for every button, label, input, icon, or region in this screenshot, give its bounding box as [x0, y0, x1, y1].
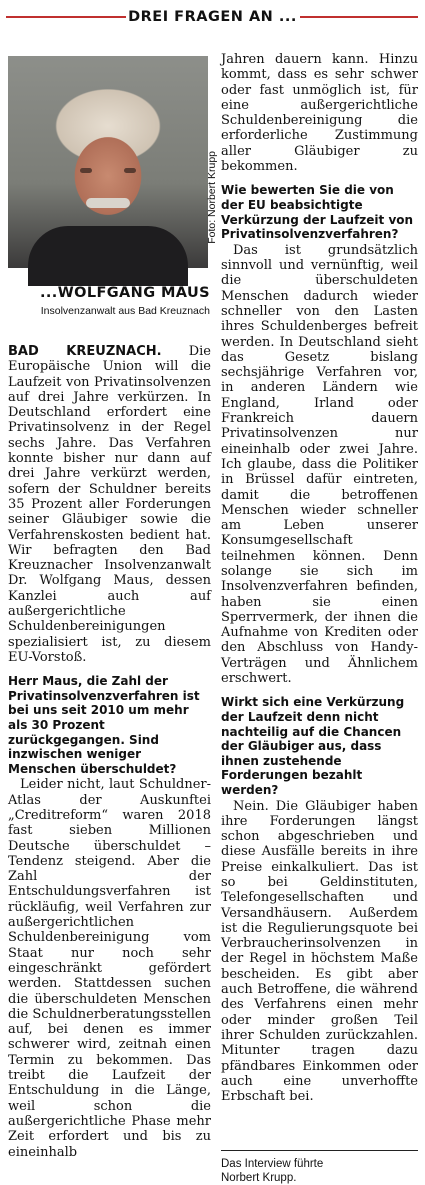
question-1: Herr Maus, die Zahl der Privatinsolvenzverfahren ist bei uns seit 2010 um mehr als 30 Prozent zurückgegangen. Sind inzwischen weniger Menschen überschuldet?	[8, 674, 200, 776]
interviewee-name: ...WOLFGANG MAUS	[39, 285, 210, 301]
intro-text: Die Europäische Union will die Laufzeit von Privatinsolvenzen auf drei Jahre verkürzen. In Deutschland erfordert eine Privatinsolvenz in der Regel sechs Jahre. Das Verfahren konnte bisher nur dann auf drei Jahre verkürzt werden, sofern der Schuldner bereits 35 Prozent aller Forderungen seiner Gläubiger sowie die Verfahrenskosten bedient hat. Wir befragten den Bad Kreuznacher Insolvenzanwalt Dr. Wolfgang Maus, dessen Kanzlei auch auf außergerichtliche Schuldenbereinigungen spezialisiert ist, zu diesem EU-Vorstoß.	[8, 344, 211, 665]
portrait-moustache	[86, 198, 130, 208]
article-column-right	[221, 52, 418, 1104]
answer-1-part-1: Leider nicht, laut Schuldner-Atlas der Auskunftei „Creditreform“ waren 2018 fast sieben Millionen Deutsche überschuldet – Tendenz steigend. Aber die Zahl der Entschuldungsverfahren ist rückläufig, weil Verfahren zur außergerichtlichen Schuldenbereinigung vom Staat nur noch sehr eingeschränkt gefördert werden. Stattdessen suchen die überschuldeten Menschen die Schuldnerberatungsstellen auf, bei denen es immer schwerer wird, zeitnah einen Termin zu bekommen. Das treibt die Laufzeit der Entschuldung in die Länge, weil schon die außergerichtliche Phase mehr Zeit erfordert und bis zu eineinhalb	[8, 777, 211, 1160]
answer-2: Das ist grundsätzlich sinnvoll und vernünftig, weil die überschuldeten Menschen dadurch wieder schneller von den Lasten ihres Schuldenberges befreit werden. In Deutschland sieht das Gesetz bislang sechsjährige Verfahren vor, in anderen Ländern wie England, Irland oder Frankreich dauern Privatinsolvenzen nur eineinhalb oder zwei Jahre. Ich glaube, dass die Politiker in Brüssel dafür eintreten, damit die betroffenen Menschen wieder schneller am Leben unserer Konsumgesellschaft teilnehmen können. Denn solange sie sich im Insolvenzverfahren befinden, haben sie einen Sperrvermerk, der ihnen die Aufnahme von Krediten oder den Abschluss von Handy-Verträgen und Ähnlichem erschwert.	[221, 242, 418, 687]
interview-credit-line-1: Das Interview führte	[221, 1158, 324, 1170]
question-2: Wie bewerten Sie die von der EU beabsichtigte Verkürzung der Laufzeit von Privatinsolvenzverfahren?	[221, 183, 414, 242]
question-3: Wirkt sich eine Verkürzung der Laufzeit denn nicht nachteilig auf die Chancen der Gläubiger aus, dass ihnen zustehende Forderungen bezahlt werden?	[221, 695, 405, 797]
section-header	[0, 4, 425, 30]
portrait-eye-left	[80, 168, 92, 173]
portrait-shirt	[28, 226, 188, 286]
section-title: DREI FRAGEN AN ...	[128, 9, 297, 25]
answer-3: Nein. Die Gläubiger haben ihre Forderungen längst schon abgeschrieben und diese Ausfälle bereits in ihre Preise einkalkuliert. Das ist so bei Geldinstituten, Telefongesellschaften und Versandhäusern. Außerdem ist die Regulierungsquote bei Verbraucherinsolvenzen in der Regel in höchstem Maße bescheiden. Es gibt aber auch Betroffene, die während des Verfahrens einen mehr oder minder großen Teil ihrer Schulden zurückzahlen. Mitunter tragen dazu pfändbares Einkommen oder auch eine unverhoffte Erbschaft bei.	[221, 798, 418, 1105]
dateline: BAD KREUZNACH.	[8, 344, 162, 359]
interviewee-role: Insolvenzanwalt aus Bad Kreuznach	[40, 305, 210, 317]
article-column-left	[8, 344, 211, 1160]
interview-credit	[221, 1157, 418, 1185]
intro-paragraph	[8, 344, 211, 665]
photo-credit: Foto: Norbert Krupp	[206, 151, 218, 244]
header-rule-left	[6, 16, 126, 18]
portrait-photo	[8, 56, 218, 268]
interview-credit-line-2: Norbert Krupp.	[221, 1172, 297, 1184]
header-rule-right	[300, 16, 418, 18]
answer-1-part-2: Jahren dauern kann. Hinzu kommt, dass es sehr schwer oder fast unmöglich ist, für eine außergerichtliche Schuldenbereinigung die erforderliche Zustimmung aller Gläubiger zu bekommen.	[221, 52, 418, 175]
footer-rule	[221, 1150, 418, 1151]
portrait-eye-right	[124, 168, 136, 173]
